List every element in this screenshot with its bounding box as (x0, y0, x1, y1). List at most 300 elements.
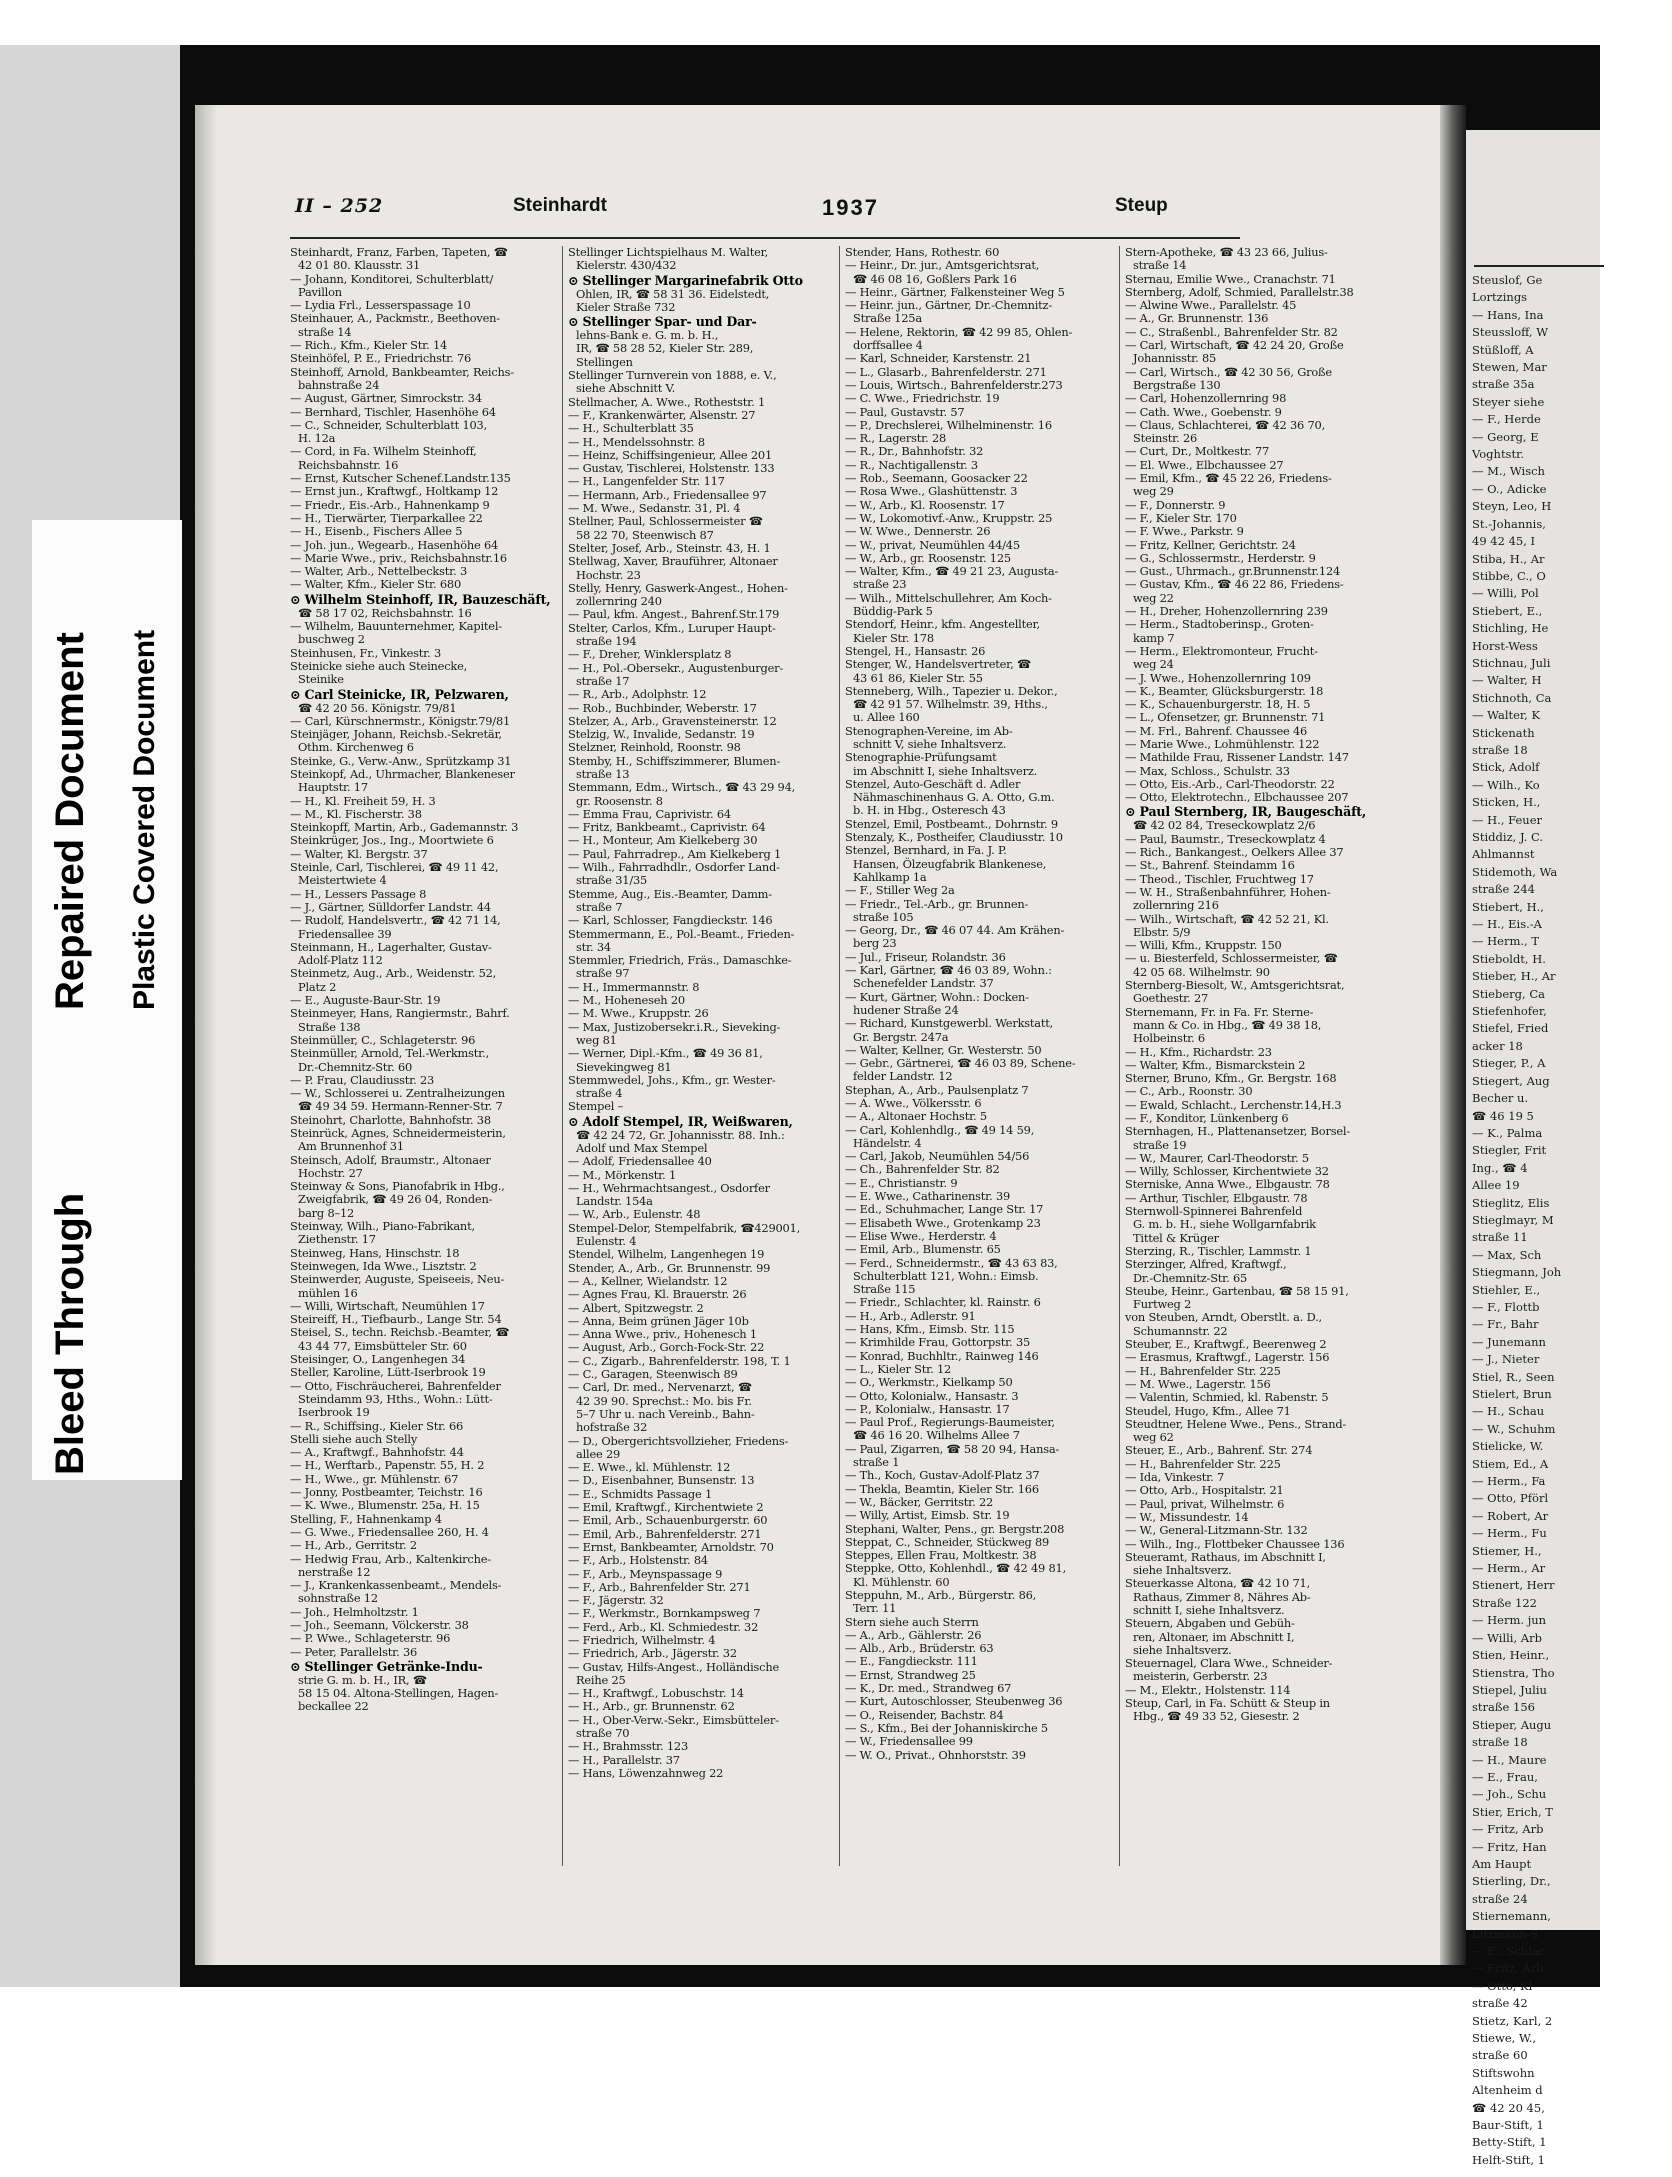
facing-page-line: — M., Wisch (1472, 464, 1545, 479)
facing-page-line: Betty-Stift, 1 (1472, 2135, 1547, 2150)
directory-entry-line: ⊙ Stellinger Getränke-Indu- (290, 1658, 483, 1674)
directory-entry-line: — Friedrich, Arb., Jägerstr. 32 (568, 1646, 737, 1661)
directory-entry-line: straße 13 (576, 766, 630, 781)
facing-page-line: Baur-Stift, 1 (1472, 2118, 1544, 2133)
directory-entry-line: Stellner, Paul, Schlossermeister ☎ (568, 514, 763, 529)
directory-entry-line: — F., Krankenwärter, Alsenstr. 27 (568, 407, 756, 422)
directory-entry-line: — F., Dreher, Winklersplatz 8 (568, 647, 732, 662)
column-divider (1119, 246, 1120, 1866)
directory-entry-line: — H., Kfm., Richardstr. 23 (1125, 1044, 1272, 1059)
directory-entry-line: zollernring 216 (1133, 898, 1219, 913)
directory-entry-line: — Curt, Dr., Moltkestr. 77 (1125, 444, 1270, 459)
directory-entry-line: — J. Wwe., Hohenzollernring 109 (1125, 670, 1311, 685)
directory-entry-line: Steinhöfel, P. E., Friedrichstr. 76 (290, 351, 472, 366)
directory-entry-line: Stemme, Aug., Eis.-Beamter, Damm- (568, 886, 772, 901)
directory-entry-line: ☎ 58 17 02, Reichsbahnstr. 16 (298, 605, 472, 620)
facing-page-line: Stiem, Ed., A (1472, 1456, 1549, 1471)
directory-entry-line: — C., Schneider, Schulterblatt 103, (290, 417, 488, 432)
directory-entry-line: — Claus, Schlachterei, ☎ 42 36 70, (1125, 417, 1325, 432)
directory-entry-line: — Ed., Schuhmacher, Lange Str. 17 (845, 1202, 1044, 1217)
facing-page-line: Straße 122 (1472, 1595, 1537, 1610)
facing-page-line: — Wilh., Ko (1472, 777, 1540, 792)
directory-entry-line: — El. Wwe., Elbchaussee 27 (1125, 457, 1284, 472)
facing-page-line: Stiftswohn (1472, 2065, 1535, 2080)
facing-page-line: Stietz, Karl, 2 (1472, 2013, 1553, 2028)
directory-entry-line: straße 19 (1133, 1137, 1187, 1152)
directory-entry-line: Stern siehe auch Sterrn (845, 1614, 979, 1629)
directory-entry-line: — D., Eisenbahner, Bunsenstr. 13 (568, 1473, 755, 1488)
facing-page-line: Ahlmannst (1472, 847, 1535, 862)
directory-entry-line: Steinmüller, Arnold, Tel.-Werkmstr., (290, 1046, 490, 1061)
directory-entry-line: — H., Arb., Adlerstr. 91 (845, 1308, 976, 1323)
repaired-document-label: Repaired Document (48, 632, 92, 1010)
directory-entry-line: — Arthur, Tischler, Elbgaustr. 78 (1125, 1190, 1308, 1205)
directory-entry-line: — M., Kl. Fischerstr. 38 (290, 806, 422, 821)
directory-entry-line: Steisinger, O., Langenhegen 34 (290, 1352, 466, 1367)
directory-entry-line: Stenzel, Emil, Postbeamt., Dohrnstr. 9 (845, 816, 1058, 831)
directory-entry-line: — W., General-Litzmann-Str. 132 (1125, 1523, 1308, 1538)
directory-entry-line: — Adolf, Friedensallee 40 (568, 1154, 712, 1169)
facing-page-line: — Otto, Pförl (1472, 1491, 1549, 1506)
directory-entry-line: Büddig-Park 5 (853, 604, 933, 619)
directory-entry-line: Stemmermann, E., Pol.-Beamt., Frieden- (568, 926, 795, 941)
header-rule (290, 237, 1240, 239)
directory-entry-line: — Louis, Wirtsch., Bahrenfelderstr.273 (845, 377, 1063, 392)
directory-entry-line: Schenefelder Landstr. 37 (853, 976, 994, 991)
facing-page-line: straße 156 (1472, 1700, 1535, 1715)
directory-entry-line: — M., Elektr., Holstenstr. 114 (1125, 1682, 1291, 1697)
directory-entry-line: ⊙ Carl Steinicke, IR, Pelzwaren, (290, 686, 509, 702)
directory-entry-line: — H., Bahrenfelder Str. 225 (1125, 1363, 1281, 1378)
directory-entry-line: Hochstr. 23 (576, 567, 641, 582)
directory-entry-line: — M. Frl., Bahrenf. Chaussee 46 (1125, 723, 1308, 738)
directory-entry-line: — St., Bahrenf. Steindamm 16 (1125, 858, 1295, 873)
directory-entry-line: — Krimhilde Frau, Gottorpstr. 35 (845, 1335, 1031, 1350)
facing-page-line: — Fritz, Arb (1472, 1961, 1544, 1976)
directory-entry-line: — Gustav, Tischlerei, Holstenstr. 133 (568, 461, 775, 476)
facing-page-line: Stieberg, Ca (1472, 986, 1545, 1001)
directory-entry-line: — O., Reisender, Bachstr. 84 (845, 1707, 1004, 1722)
directory-entry-line: — Emil, Arb., Schauenburgerstr. 60 (568, 1513, 768, 1528)
directory-entry-line: — H., Kraftwgf., Lobuschstr. 14 (568, 1686, 744, 1701)
directory-entry-line: — F., Werkmstr., Bornkampsweg 7 (568, 1606, 761, 1621)
directory-entry-line: — D., Obergerichtsvollzieher, Friedens- (568, 1433, 789, 1448)
directory-entry-line: IR, ☎ 58 28 52, Kieler Str. 289, (576, 341, 754, 356)
directory-entry-line: — Alb., Arb., Brüderstr. 63 (845, 1641, 994, 1656)
directory-entry-line: — Paul, Zigarren, ☎ 58 20 94, Hansa- (845, 1441, 1060, 1456)
directory-entry-line: — H., Monteur, Am Kielkeberg 30 (568, 833, 758, 848)
directory-entry-line: — A., Arb., Gählerstr. 26 (845, 1627, 982, 1642)
directory-entry-line: Stender, Hans, Rothestr. 60 (845, 245, 1000, 259)
directory-entry-line: Stempel – (568, 1099, 624, 1114)
facing-page-line: Stiewe, W., (1472, 2031, 1537, 2046)
directory-entry-line: — F., Jägerstr. 32 (568, 1593, 664, 1608)
bleed-through-label: Bleed Through (48, 1192, 92, 1475)
directory-entry-line: siehe Inhaltsverz. (1133, 1642, 1232, 1657)
directory-entry-line: — Anna Wwe., priv., Hohenesch 1 (568, 1327, 757, 1342)
facing-page-header-rule (1474, 265, 1604, 267)
directory-entry-line: — Emil, Kfm., ☎ 45 22 26, Friedens- (1125, 471, 1332, 486)
facing-page-line: — H., Schau (1472, 1404, 1545, 1419)
directory-entry-line: Steinwerder, Auguste, Speiseeis, Neu- (290, 1272, 505, 1287)
directory-entry-line: straße 70 (576, 1726, 630, 1741)
facing-page-line: Litzmann-S (1472, 1926, 1539, 1941)
directory-entry-line: — W., Arb., gr. Roosenstr. 125 (845, 550, 1011, 565)
directory-entry-line: — M., Mörkenstr. 1 (568, 1167, 676, 1182)
directory-entry-line: — Carl, Wirtschaft, ☎ 42 24 20, Große (1125, 338, 1344, 353)
directory-entry-line: Stemmler, Friedrich, Fräs., Damaschke- (568, 953, 792, 968)
facing-page-line: Stielert, Brun (1472, 1387, 1552, 1401)
facing-page-line: — Robert, Ar (1472, 1508, 1549, 1523)
directory-entry-line: Stemby, H., Schiffszimmerer, Blumen- (568, 753, 781, 768)
facing-page-line: — J., Nieter (1472, 1352, 1540, 1367)
directory-entry-line: ☎ 42 02 84, Treseckowplatz 2/6 (1133, 818, 1316, 833)
directory-entry-line: — Wilh., Ing., Flottbeker Chaussee 136 (1125, 1536, 1345, 1551)
directory-entry-line: — E., Auguste-Baur-Str. 19 (290, 993, 441, 1008)
directory-entry-line: hudener Straße 24 (853, 1002, 959, 1017)
directory-entry-line: Stelli siehe auch Stelly (290, 1431, 418, 1446)
directory-entry-line: 43 44 77, Eimsbütteler Str. 60 (298, 1338, 467, 1353)
directory-entry-line: — Emil, Arb., Bahrenfelderstr. 271 (568, 1526, 762, 1541)
directory-entry-line: — Gebr., Gärtnerei, ☎ 46 03 89, Schene- (845, 1056, 1076, 1071)
directory-entry-line: — H., Langenfelder Str. 117 (568, 474, 725, 489)
directory-entry-line: — M., Hoheneseh 20 (568, 993, 685, 1008)
directory-entry-line: — R., Dr., Bahnhofstr. 32 (845, 444, 984, 459)
directory-entry-line: — Richard, Kunstgewerbl. Werkstatt, (845, 1016, 1054, 1031)
directory-entry-line: straße 105 (853, 909, 914, 924)
directory-entry-line: Zweigfabrik, ☎ 49 26 04, Ronden- (298, 1192, 493, 1207)
directory-entry-line: — E. Wwe., Catharinenstr. 39 (845, 1189, 1011, 1204)
directory-entry-line: Ziethenstr. 17 (298, 1232, 376, 1247)
directory-entry-line: — Gustav, Kfm., ☎ 46 22 86, Friedens- (1125, 577, 1344, 592)
directory-entry-line: meisterin, Gerberstr. 23 (1133, 1669, 1268, 1684)
directory-entry-line: — Alwine Wwe., Parallelstr. 45 (1125, 298, 1297, 313)
directory-entry-line: — H., Parallelstr. 37 (568, 1752, 680, 1767)
directory-entry-line: — Lydia Frl., Lesserspassage 10 (290, 298, 471, 313)
directory-entry-line: — Willi, Wirtschaft, Neumühlen 17 (290, 1298, 485, 1313)
facing-page-line: Stieger, P., A (1472, 1056, 1546, 1071)
directory-entry-line: Am Brunnenhof 31 (298, 1139, 404, 1154)
directory-entry-line: Steinkopf, Ad., Uhrmacher, Blankeneser (290, 766, 515, 781)
directory-entry-line: — Carl, Kürschnermstr., Königstr.79/81 (290, 713, 511, 728)
directory-entry-line: — Karl, Gärtner, ☎ 46 03 89, Wohn.: (845, 963, 1052, 978)
facing-page-line: Stiemer, H., (1472, 1543, 1542, 1558)
directory-entry-line: ⊙ Paul Sternberg, IR, Baugeschäft, (1125, 804, 1367, 820)
directory-entry-line: — Anna, Beim grünen Jäger 10b (568, 1313, 749, 1328)
directory-entry-line: — H., Immermannstr. 8 (568, 979, 700, 994)
directory-entry-line: Johannisstr. 85 (1133, 351, 1217, 366)
directory-entry-line: — H., Pol.-Obersekr., Augustenburger- (568, 660, 784, 675)
directory-entry-line: ⊙ Adolf Stempel, IR, Weißwaren, (568, 1113, 793, 1129)
directory-entry-line: — W., Schlosserei u. Zentralheizungen (290, 1086, 505, 1101)
directory-entry-line: — Emma Frau, Caprivistr. 64 (568, 806, 731, 821)
directory-entry-line: — Ernst, Bankbeamter, Arnoldstr. 70 (568, 1539, 774, 1554)
directory-entry-line: — Heinr. jun., Gärtner, Dr.-Chemnitz- (845, 298, 1052, 313)
directory-entry-line: — Walter, Kellner, Gr. Westerstr. 50 (845, 1042, 1042, 1057)
directory-entry-line: Straße 115 (853, 1282, 916, 1297)
directory-entry-line: von Steuben, Arndt, Oberstlt. a. D., (1125, 1310, 1322, 1325)
directory-entry-line: Steinkopff, Martin, Arb., Gademannstr. 3 (290, 820, 519, 835)
directory-entry-line: weg 24 (1133, 657, 1174, 672)
directory-entry-line: — Wilh., Mittelschullehrer, Am Koch- (845, 590, 1052, 605)
book-gutter (1440, 105, 1466, 1965)
directory-entry-line: zollernring 240 (576, 594, 662, 609)
directory-entry-line: — W., Arb., Kl. Roosenstr. 17 (845, 497, 1005, 512)
facing-page-line: — Herm., Ar (1472, 1561, 1546, 1576)
directory-entry-line: Stellingen (576, 354, 633, 369)
page-edge-shadow (195, 105, 217, 1965)
directory-entry-line: — E., Fangdieckstr. 111 (845, 1654, 978, 1669)
directory-entry-line: ☎ 42 24 72, Gr. Johannisstr. 88. Inh.: (576, 1127, 785, 1142)
directory-entry-line: Hansen, Ölzeugfabrik Blankenese, (853, 856, 1047, 871)
directory-entry-line: — R., Arb., Adolphstr. 12 (568, 687, 707, 702)
directory-entry-line: — Friedr., Eis.-Arb., Hahnenkamp 9 (290, 497, 490, 512)
facing-page-line: — Otto, Kl (1472, 1978, 1533, 1993)
directory-column-3 (845, 246, 1093, 1886)
directory-entry-line: Steinmann, H., Lagerhalter, Gustav- (290, 939, 492, 954)
column-divider (562, 246, 563, 1866)
directory-entry-line: — Elisabeth Wwe., Grotenkamp 23 (845, 1215, 1041, 1230)
directory-entry-line: Stellwag, Xaver, Brauführer, Altonaer (568, 554, 778, 569)
facing-page-line: Stienstra, Tho (1472, 1665, 1555, 1680)
directory-entry-line: u. Allee 160 (853, 710, 920, 725)
directory-entry-line: — Willy, Schlosser, Kirchentwiete 32 (1125, 1164, 1329, 1179)
directory-entry-line: — F., Konditor, Lünkenberg 6 (1125, 1111, 1289, 1125)
facing-page-line: Stewen, Mar (1472, 360, 1547, 375)
directory-entry-line: — F., Donnerstr. 9 (1125, 497, 1226, 512)
directory-entry-line: Hbg., ☎ 49 33 52, Giesestr. 2 (1133, 1709, 1300, 1724)
facing-page-line: Sticken, H., (1472, 795, 1541, 810)
facing-page-line: — H., Maure (1472, 1752, 1547, 1767)
directory-entry-line: kamp 7 (1133, 630, 1175, 645)
directory-entry-line: Pavillon (298, 284, 342, 299)
directory-entry-line: Stengel, H., Hansastr. 26 (845, 643, 986, 658)
directory-entry-line: — Elise Wwe., Herderstr. 4 (845, 1228, 997, 1243)
directory-entry-line: — H., Wwe., gr. Mühlenstr. 67 (290, 1471, 459, 1486)
directory-entry-line: — Karl, Schneider, Karstenstr. 21 (845, 351, 1032, 366)
directory-entry-line: — Ida, Vinkestr. 7 (1125, 1470, 1224, 1485)
directory-entry-line: — Peter, Parallelstr. 36 (290, 1644, 418, 1659)
directory-entry-line: — Walter, Arb., Nettelbeckstr. 3 (290, 564, 468, 579)
directory-entry-line: Steinkrüger, Jos., Ing., Moortwiete 6 (290, 833, 494, 848)
directory-entry-line: ☎ 49 34 59. Hermann-Renner-Str. 7 (298, 1099, 503, 1114)
directory-entry-line: Stelter, Josef, Arb., Steinstr. 43, H. 1 (568, 540, 771, 555)
directory-entry-line: — L., Glasarb., Bahrenfelderstr. 271 (845, 364, 1047, 379)
directory-entry-line: straße 14 (298, 324, 352, 339)
directory-entry-line: — Jonny, Postbeamter, Teichstr. 16 (290, 1485, 483, 1500)
directory-entry-line: Sternhagen, H., Plattenansetzer, Borsel- (1125, 1124, 1350, 1139)
facing-page-line: ☎ 46 19 5 (1472, 1108, 1534, 1123)
directory-entry-line: — Georg, Dr., ☎ 46 07 44. Am Krähen- (845, 923, 1065, 938)
directory-entry-line: straße 7 (576, 899, 623, 914)
directory-entry-line: mühlen 16 (298, 1285, 358, 1300)
directory-entry-line: — H., Bahrenfelder Str. 225 (1125, 1456, 1281, 1471)
directory-entry-line: — Kurt, Autoschlosser, Steubenweg 36 (845, 1694, 1063, 1709)
directory-entry-line: Stelzer, A., Arb., Gravensteinerstr. 12 (568, 713, 777, 728)
directory-entry-line: — Rich., Bankangest., Oelkers Allee 37 (1125, 845, 1344, 860)
directory-entry-line: Steinway & Sons, Pianofabrik in Hbg., (290, 1179, 505, 1194)
directory-entry-line: — Ernst, Strandweg 25 (845, 1667, 976, 1682)
directory-entry-line: — Wilhelm, Bauunternehmer, Kapitel- (290, 619, 502, 634)
directory-entry-line: — Carl, Jakob, Neumühlen 54/56 (845, 1149, 1030, 1164)
facing-page-fragment (1466, 130, 1600, 2167)
directory-entry-line: Hochstr. 27 (298, 1165, 363, 1180)
directory-entry-line: Steinmetz, Aug., Arb., Weidenstr. 52, (290, 966, 497, 981)
directory-entry-line: Steinrück, Agnes, Schneidermeisterin, (290, 1126, 506, 1140)
directory-entry-line: — A., Kellner, Wielandstr. 12 (568, 1273, 728, 1288)
directory-entry-line: 43 61 86, Kieler Str. 55 (853, 670, 983, 685)
directory-entry-line: — Marie Wwe., Lohmühlenstr. 122 (1125, 736, 1320, 751)
column-divider (839, 246, 840, 1866)
directory-entry-line: — Karl, Schlosser, Fangdieckstr. 146 (568, 913, 773, 928)
directory-entry-line: — Theod., Tischler, Fruchtweg 17 (1125, 871, 1314, 886)
directory-entry-line: Steuer, E., Arb., Bahrenf. Str. 274 (1125, 1443, 1313, 1458)
facing-page-line: Stiepel, Juliu (1472, 1682, 1547, 1697)
facing-page-line: Allee 19 (1472, 1178, 1520, 1193)
directory-entry-line: — H., Eisenb., Fischers Allee 5 (290, 524, 463, 539)
facing-page-line: Stieber, H., Ar (1472, 969, 1556, 984)
facing-page-line: Stichnau, Juli (1472, 655, 1551, 670)
facing-page-line: straße 244 (1472, 882, 1535, 897)
directory-entry-line: — Joh., Seemann, Völckerstr. 38 (290, 1617, 469, 1632)
directory-entry-line: ☎ 42 91 57. Wilhelmstr. 39, Hths., (853, 697, 1048, 712)
facing-page-line: Stiefel, Fried (1472, 1021, 1549, 1036)
directory-entry-line: Stenzel, Auto-Geschäft d. Adler (845, 776, 1021, 791)
directory-entry-line: gr. Roosenstr. 8 (576, 793, 663, 808)
directory-entry-line: — Johann, Konditorei, Schulterblatt/ (290, 271, 494, 286)
directory-entry-line: Steinwegen, Ida Wwe., Lisztstr. 2 (290, 1258, 477, 1273)
directory-entry-line: — Otto, Eis.-Arb., Carl-Theodorstr. 22 (1125, 776, 1335, 791)
directory-entry-line: str. 34 (576, 939, 611, 954)
directory-entry-line: — W., privat, Neumühlen 44/45 (845, 537, 1020, 552)
facing-page-line: Stiel, R., Seen (1472, 1369, 1555, 1384)
directory-entry-line: Steube, Heinr., Gartenbau, ☎ 58 15 91, (1125, 1283, 1349, 1298)
directory-entry-line: — M. Wwe., Kruppstr. 26 (568, 1006, 709, 1021)
directory-entry-line: — A., Gr. Brunnenstr. 136 (1125, 311, 1269, 326)
directory-entry-line: — H., Brahmsstr. 123 (568, 1739, 688, 1754)
directory-entry-line: — K., Dr. med., Strandweg 67 (845, 1681, 1012, 1696)
directory-entry-line: Stelter, Carlos, Kfm., Luruper Haupt- (568, 620, 776, 635)
directory-entry-line: Steuern, Abgaben und Gebüh- (1125, 1616, 1295, 1631)
directory-entry-line: — G., Schlossermstr., Herderstr. 9 (1125, 550, 1316, 565)
directory-entry-line: Dr.-Chemnitz-Str. 65 (1133, 1270, 1248, 1285)
directory-entry-line: — Otto, Kolonialw., Hansastr. 3 (845, 1388, 1019, 1403)
directory-entry-line: — Konrad, Buchhltr., Rainweg 146 (845, 1348, 1039, 1363)
directory-entry-line: — C., Straßenbl., Bahrenfelder Str. 82 (1125, 324, 1338, 339)
facing-page-line: Stidemoth, Wa (1472, 864, 1558, 879)
directory-entry-line: Friedensallee 39 (298, 926, 392, 941)
directory-entry-line: nerstraße 12 (298, 1564, 371, 1579)
facing-page-line: Steussloff, W (1472, 325, 1549, 340)
directory-entry-line: berg 23 (853, 936, 897, 951)
facing-page-line: Stieper, Augu (1472, 1717, 1552, 1732)
directory-entry-line: straße 31/35 (576, 873, 648, 888)
facing-page-entries (1472, 272, 1672, 2169)
directory-entry-line: — Carl, Hohenzollernring 98 (1125, 391, 1287, 406)
facing-page-line: Stiefenhofer, (1472, 1004, 1547, 1019)
directory-entry-line: Sterner, Bruno, Kfm., Gr. Bergstr. 168 (1125, 1071, 1337, 1086)
directory-entry-line: — H., Schulterblatt 35 (568, 421, 694, 436)
directory-entry-line: — Joh., Helmholtzstr. 1 (290, 1604, 419, 1619)
directory-entry-line: Tittel & Krüger (1133, 1230, 1219, 1245)
directory-entry-line: ☎ 46 16 20. Wilhelms Allee 7 (853, 1428, 1020, 1443)
directory-entry-line: Stempel-Delor, Stempelfabrik, ☎429001, (568, 1220, 801, 1235)
directory-entry-line: — H., Werftarb., Papenstr. 55, H. 2 (290, 1458, 485, 1473)
directory-entry-line: — F., Arb., Holstenstr. 84 (568, 1553, 708, 1568)
directory-entry-line: straße 194 (576, 634, 637, 649)
directory-entry-line: weg 22 (1133, 590, 1174, 605)
facing-page-line: — Junemann (1472, 1334, 1546, 1349)
directory-entry-line: — Carl, Wirtsch., ☎ 42 30 56, Große (1125, 364, 1332, 379)
directory-entry-line: — C., Arb., Roonstr. 30 (1125, 1084, 1253, 1099)
directory-entry-line: Stelzner, Reinhold, Roonstr. 98 (568, 740, 741, 755)
directory-entry-line: Stendel, Wilhelm, Langenhegen 19 (568, 1247, 765, 1262)
directory-entry-line: — Willi, Kfm., Kruppstr. 150 (1125, 938, 1282, 953)
facing-page-line: — W., Schuhm (1472, 1421, 1556, 1436)
directory-entry-line: Stender, A., Arb., Gr. Brunnenstr. 99 (568, 1260, 771, 1275)
directory-entry-line: — Emil, Arb., Blumenstr. 65 (845, 1242, 1001, 1257)
directory-entry-line: dorffsallee 4 (853, 338, 923, 353)
directory-entry-line: Steuernagel, Clara Wwe., Schneider- (1125, 1656, 1333, 1671)
directory-entry-line: — Carl, Dr. med., Nervenarzt, ☎ (568, 1380, 752, 1395)
directory-entry-line: Steinsch, Adolf, Braumstr., Altonaer (290, 1152, 491, 1167)
facing-page-line: straße 18 (1472, 1735, 1528, 1750)
directory-entry-line: — K., Beamter, Glücksburgerstr. 18 (1125, 683, 1324, 698)
directory-entry-line: Steinhardt, Franz, Farben, Tapeten, ☎ (290, 245, 508, 259)
directory-entry-line: Straße 138 (298, 1019, 361, 1034)
directory-entry-line: straße 17 (576, 673, 630, 688)
directory-entry-line: — Hedwig Frau, Arb., Kaltenkirche- (290, 1551, 491, 1566)
facing-page-line: Stier, Erich, T (1472, 1804, 1553, 1819)
facing-page-line: — O., Adicke (1472, 481, 1547, 496)
directory-entry-line: Goethestr. 27 (1133, 991, 1209, 1006)
facing-page-line: — F., Flottb (1472, 1299, 1540, 1314)
directory-entry-line: — Friedr., Tel.-Arb., gr. Brunnen- (845, 896, 1029, 911)
directory-entry-line: Schumannstr. 22 (1133, 1323, 1228, 1338)
directory-entry-line: Platz 2 (298, 979, 337, 994)
directory-entry-line: — F., Arb., Meynspassage 9 (568, 1566, 723, 1581)
facing-page-line: Steyn, Leo, H (1472, 499, 1552, 514)
facing-page-line: straße 11 (1472, 1230, 1528, 1245)
directory-entry-line: Stenzaly, K., Postheifer, Claudiusstr. 10 (845, 830, 1063, 845)
facing-page-line: Stiegert, Aug (1472, 1073, 1550, 1088)
facing-page-line: acker 18 (1472, 1038, 1523, 1053)
directory-entry-line: ⊙ Wilhelm Steinhoff, IR, Bauzeschäft, (290, 591, 551, 607)
directory-entry-line: Steinstr. 26 (1133, 431, 1198, 446)
directory-entry-line: — G. Wwe., Friedensallee 260, H. 4 (290, 1524, 489, 1539)
directory-entry-line: Eulenstr. 4 (576, 1234, 637, 1249)
directory-entry-line: — F., Kieler Str. 170 (1125, 510, 1237, 525)
facing-page-line: Stieglitz, Elis (1472, 1195, 1550, 1210)
directory-entry-line: — W. Wwe., Dennerstr. 26 (845, 524, 991, 539)
directory-entry-line: — Rob., Seemann, Goosacker 22 (845, 471, 1028, 486)
directory-entry-line: — Fritz, Kellner, Gerichtstr. 24 (1125, 537, 1296, 552)
directory-entry-line: — Mathilde Frau, Rissener Landstr. 147 (1125, 750, 1349, 765)
directory-entry-line: straße 1 (853, 1455, 900, 1470)
directory-entry-line: Elbstr. 5/9 (1133, 924, 1191, 939)
directory-entry-line: — W., Friedensallee 99 (845, 1734, 973, 1749)
directory-entry-line: Stemmann, Edm., Wirtsch., ☎ 43 29 94, (568, 780, 796, 795)
directory-entry-line: allee 29 (576, 1446, 621, 1461)
directory-entry-line: G. m. b. H., siehe Wollgarnfabrik (1133, 1217, 1316, 1232)
facing-page-line: straße 35a (1472, 377, 1535, 392)
directory-entry-line: — Friedr., Schlachter, kl. Rainstr. 6 (845, 1295, 1041, 1310)
facing-page-line: Stibbe, C., O (1472, 568, 1546, 583)
directory-entry-line: Steppuhn, M., Arb., Bürgerstr. 86, (845, 1587, 1037, 1602)
directory-entry-line: — Ferd., Schneidermstr., ☎ 43 63 83, (845, 1255, 1058, 1270)
directory-entry-line: — Valentin, Schmied, kl. Rabenstr. 5 (1125, 1390, 1329, 1405)
directory-entry-line: siehe Abschnitt V. (576, 381, 676, 396)
